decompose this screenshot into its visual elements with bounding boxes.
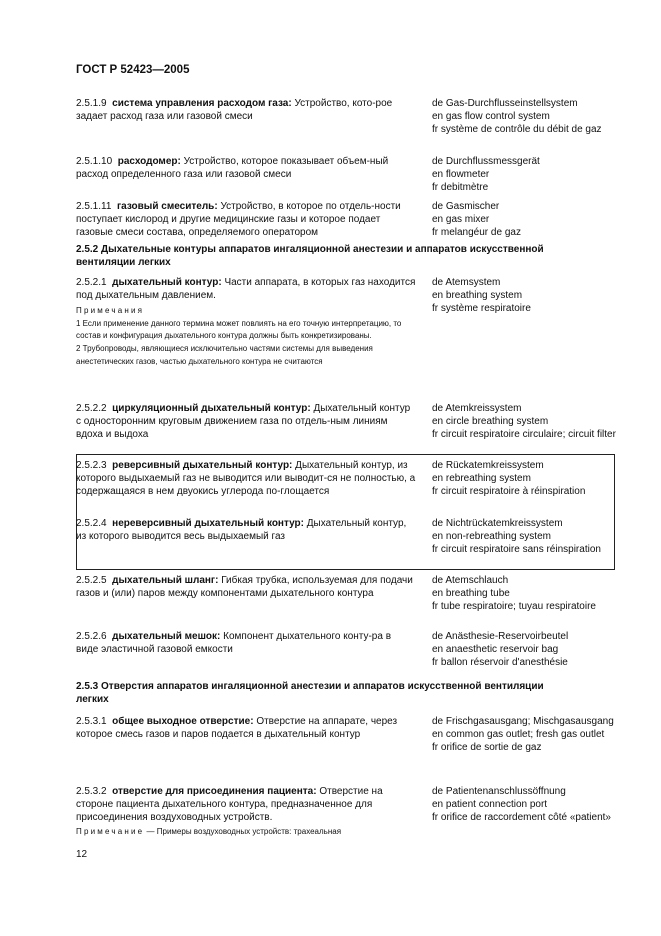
translations-2-5-1-10: [432, 155, 622, 195]
notes-block: [76, 305, 421, 369]
section-heading-2-5-3: 2.5.3 Отверстия аппаратов ингаляционной анестезии и аппаратов искусственной вентиляции легких: [76, 681, 544, 705]
translation-fr: fr circuit respiratoire à réinspiration: [432, 486, 586, 498]
translation-en: en patient connection port: [432, 799, 548, 811]
term-number: 2.5.3.1: [76, 716, 107, 727]
translations-2-5-2-5: [432, 574, 622, 614]
translation-de: de Anästhesie-Reservoirbeutel: [432, 631, 569, 642]
term-entry-2-5-2-6: [76, 630, 416, 656]
translations-2-5-2-2: [432, 402, 622, 442]
translations-2-5-3-2: [432, 785, 622, 825]
translation-de: de Gas-Durchflusseinstellsystem: [432, 98, 578, 109]
translation-de: de Gasmischer: [432, 201, 500, 212]
translations-2-5-2-6: [432, 630, 622, 670]
term-definition: Части аппарата, в которых газ находится под дыхательным давлением.: [76, 277, 416, 301]
translation-en: en breathing system: [432, 290, 523, 302]
term-entry-2-5-1-11: [76, 200, 416, 239]
term-name: система управления расходом газа:: [112, 98, 292, 109]
translation-en: en circle breathing system: [432, 416, 549, 428]
translation-de: de Atemschlauch: [432, 575, 509, 586]
translation-fr: fr orifice de sortie de gaz: [432, 742, 542, 754]
translation-en: en rebreathing system: [432, 473, 531, 485]
term-name: нереверсивный дыхательный контур:: [112, 518, 304, 529]
term-number: 2.5.3.2: [76, 786, 107, 797]
term-definition: Компонент дыхательного конту-ра в виде эластичной газовой емкости: [76, 631, 392, 655]
translation-fr: fr système de contrôle du débit de gaz: [432, 124, 602, 136]
translations-2-5-3-1: [432, 715, 622, 755]
translations-2-5-2-1: [432, 276, 622, 316]
translation-fr: fr tube respiratoire; tuyau respiratoire: [432, 601, 596, 613]
term-number: 2.5.2.4: [76, 518, 107, 529]
term-number: 2.5.2.6: [76, 631, 107, 642]
translations-2-5-2-4: [432, 517, 622, 557]
term-number: 2.5.1.9: [76, 98, 107, 109]
term-entry-2-5-2-3: [76, 459, 416, 498]
term-definition: Гибкая трубка, используемая для подачи газов и (или) паров между компонентами дыхательного контура: [76, 575, 413, 599]
document-header: ГОСТ Р 52423—2005: [76, 64, 190, 76]
translation-de: de Frischgasausgang; Mischgasausgang: [432, 716, 614, 727]
term-name: циркуляционный дыхательный контур:: [112, 403, 311, 414]
translations-2-5-2-3: [432, 459, 622, 499]
translation-en: en common gas outlet; fresh gas outlet: [432, 729, 605, 741]
note-2: 2 Трубопроводы, являющиеся исключительно частями системы для выведения анестетических газов, частью дыхательного контура не считаются: [76, 344, 373, 366]
term-definition: Устройство, кото-рое задает расход газа или газовой смеси: [76, 98, 393, 122]
translation-en: en flowmeter: [432, 169, 490, 181]
translation-fr: fr circuit respiratoire circulaire; circuit filter: [432, 429, 616, 441]
note-1: 1 Если применение данного термина может повлиять на его точную интерпретацию, то состав и конфигурация дыхательного контура должны быть конкретизированы.: [76, 318, 402, 341]
translation-fr: fr système respiratoire: [432, 303, 531, 315]
translation-en: en anaesthetic reservoir bag: [432, 644, 559, 656]
term-name: дыхательный контур:: [112, 277, 222, 288]
translation-de: de Rückatemkreissystem: [432, 460, 544, 471]
translation-de: de Durchflussmessgerät: [432, 156, 540, 167]
translation-fr: fr melangéur de gaz: [432, 227, 521, 239]
term-definition: Устройство, в которое по отдель-ности поступает кислород и другие медицинские газы и которое подает газовые смеси состава, определяемого оператором: [76, 201, 401, 238]
translation-de: de Patientenanschlussöffnung: [432, 786, 566, 797]
term-number: 2.5.2.2: [76, 403, 107, 414]
final-note-text: — Примеры воздуховодных устройств: трахеальная: [144, 827, 342, 836]
term-entry-2-5-2-1: [76, 276, 416, 302]
translation-fr: fr orifice de raccordement côté «patient»: [432, 812, 611, 824]
final-note: [76, 826, 421, 839]
translation-en: en non-rebreathing system: [432, 531, 551, 543]
term-name: дыхательный мешок:: [112, 631, 221, 642]
translations-2-5-1-9: [432, 97, 622, 137]
term-definition: Устройство, которое показывает объем-ный расход определенного газа или газовой смеси: [76, 156, 389, 180]
term-number: 2.5.1.10: [76, 156, 113, 167]
translation-de: de Nichtrückatemkreissystem: [432, 518, 563, 529]
term-definition: Дыхательный контур, из которого выводится весь выдыхаемый газ: [76, 518, 407, 542]
section-heading-2-5-2: 2.5.2 Дыхательные контуры аппаратов ингаляционной анестезии и аппаратов искусственной вентиляции легких: [76, 244, 544, 268]
final-note-heading: Примечание: [76, 827, 145, 836]
translation-en: en gas flow control system: [432, 111, 550, 123]
term-number: 2.5.1.11: [76, 201, 112, 212]
term-name: дыхательный шланг:: [112, 575, 219, 586]
term-entry-2-5-1-10: [76, 155, 416, 181]
term-definition: Дыхательный контур, из которого выдыхаемый газ не выводится или выводит-ся не полностью, а содержащаяся в нем двуокись углерода по-глощается: [76, 460, 416, 497]
term-name: расходомер:: [117, 156, 181, 167]
translation-fr: fr debitmètre: [432, 182, 489, 194]
term-entry-2-5-3-2: [76, 785, 416, 824]
page-number: 12: [76, 849, 88, 860]
translation-de: de Atemkreissystem: [432, 403, 522, 414]
translation-en: en breathing tube: [432, 588, 510, 600]
translations-2-5-1-11: [432, 200, 622, 240]
notes-heading: Примечания: [76, 306, 145, 315]
translation-fr: fr ballon réservoir d'anesthésie: [432, 657, 568, 669]
term-entry-2-5-1-9: [76, 97, 416, 123]
translation-de: de Atemsystem: [432, 277, 501, 288]
translation-en: en gas mixer: [432, 214, 490, 226]
term-definition: Дыхательный контур с односторонним круговым движением газа по отдель-ным линиям вдоха и выдоха: [76, 403, 411, 440]
term-name: отверстие для присоединения пациента:: [112, 786, 317, 797]
term-entry-2-5-2-4: [76, 517, 416, 543]
term-entry-2-5-2-2: [76, 402, 416, 441]
term-name: общее выходное отверстие:: [112, 716, 254, 727]
term-number: 2.5.2.5: [76, 575, 107, 586]
term-definition: Отверстие на стороне пациента дыхательного контура, предназначенное для присоединения воздуховодных устройств.: [76, 786, 383, 823]
term-number: 2.5.2.1: [76, 277, 107, 288]
term-name: газовый смеситель:: [116, 201, 218, 212]
translation-fr: fr circuit respiratoire sans réinspiration: [432, 544, 601, 556]
term-name: реверсивный дыхательный контур:: [112, 460, 293, 471]
term-entry-2-5-3-1: [76, 715, 416, 741]
term-entry-2-5-2-5: [76, 574, 416, 600]
term-number: 2.5.2.3: [76, 460, 107, 471]
term-definition: Отверстие на аппарате, через которое смесь газов и паров подается в дыхательный контур: [76, 716, 398, 740]
